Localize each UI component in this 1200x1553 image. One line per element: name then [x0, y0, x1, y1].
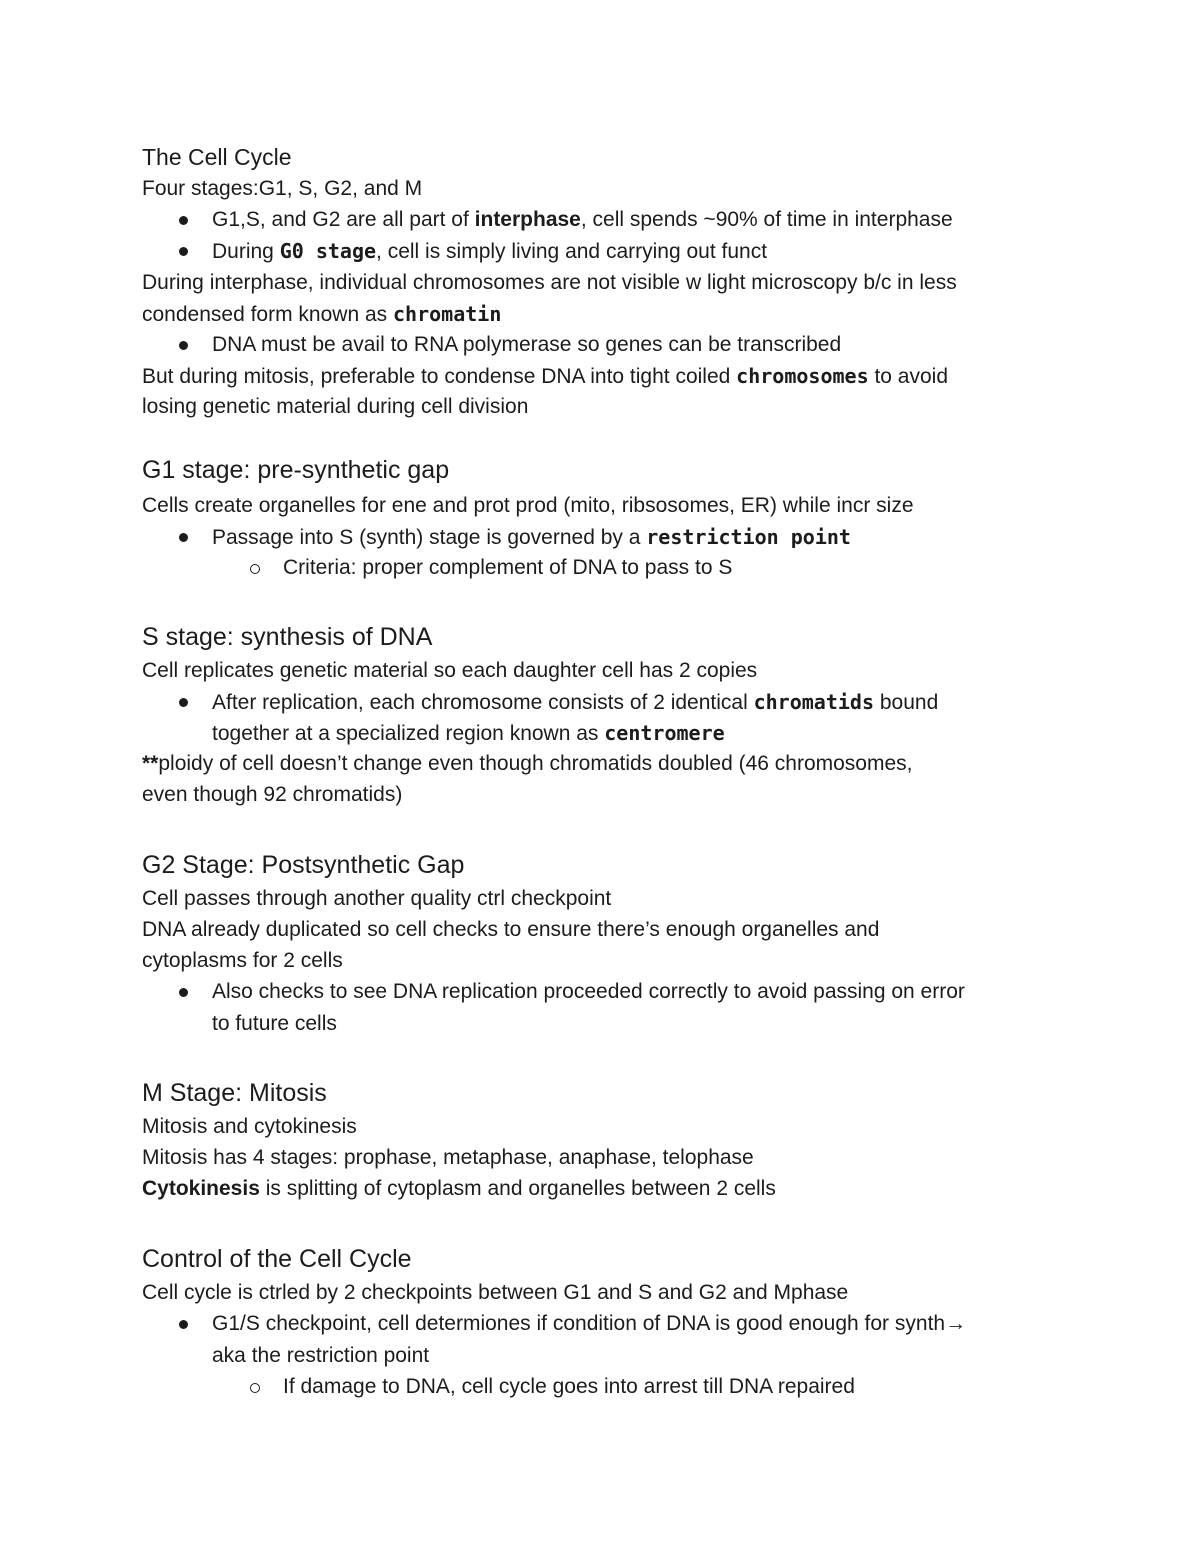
bullet-line: DNA must be avail to RNA polymerase so genes can be transcribed — [212, 333, 842, 356]
paragraph-line: Mitosis and cytokinesis — [142, 1115, 357, 1138]
bullet-line-continued: to future cells — [212, 1012, 337, 1035]
paragraph-line: Mitosis has 4 stages: prophase, metaphase, anaphase, telophase — [142, 1146, 754, 1169]
heading-control-cell-cycle: Control of the Cell Cycle — [142, 1245, 412, 1273]
paragraph-line: even though 92 chromatids) — [142, 783, 403, 806]
paragraph-line: Cells create organelles for ene and prot prod (mito, ribsosomes, ER) while incr size — [142, 494, 914, 517]
bullet-line: During G0 stage, cell is simply living and carrying out funct — [212, 239, 768, 263]
heading-s-stage: S stage: synthesis of DNA — [142, 623, 433, 651]
bullet-icon — [179, 216, 188, 225]
bullet-line: G1/S checkpoint, cell determiones if condition of DNA is good enough for synth→ — [212, 1312, 967, 1335]
heading-the-cell-cycle: The Cell Cycle — [142, 144, 292, 170]
sub-bullet-icon — [250, 564, 260, 574]
paragraph-line: But during mitosis, preferable to condense DNA into tight coiled chromosomes to avoid — [142, 364, 949, 388]
bullet-line: After replication, each chromosome consists of 2 identical chromatids bound — [212, 690, 939, 714]
paragraph-line: condensed form known as chromatin — [142, 302, 502, 326]
sub-bullet-line: If damage to DNA, cell cycle goes into arrest till DNA repaired — [283, 1375, 855, 1398]
bullet-icon — [179, 988, 188, 997]
paragraph-line: **ploidy of cell doesn’t change even though chromatids doubled (46 chromosomes, — [142, 752, 913, 775]
bullet-line: G1,S, and G2 are all part of interphase, cell spends ~90% of time in interphase — [212, 208, 953, 231]
bullet-line-continued: aka the restriction point — [212, 1344, 430, 1367]
bullet-icon — [179, 247, 188, 256]
paragraph-line: losing genetic material during cell division — [142, 395, 529, 418]
bullet-line: Also checks to see DNA replication proceeded correctly to avoid passing on error — [212, 980, 965, 1003]
bullet-icon — [179, 1320, 188, 1329]
sub-bullet-icon — [250, 1383, 260, 1393]
paragraph-line: Four stages:G1, S, G2, and M — [142, 177, 423, 200]
paragraph-line: Cytokinesis is splitting of cytoplasm and organelles between 2 cells — [142, 1177, 776, 1200]
paragraph-line: During interphase, individual chromosomes are not visible w light microscopy b/c in less — [142, 271, 957, 294]
bullet-icon — [179, 698, 188, 707]
bullet-line-continued: together at a specialized region known as centromere — [212, 721, 725, 745]
paragraph-line: cytoplasms for 2 cells — [142, 949, 343, 972]
heading-g2-stage: G2 Stage: Postsynthetic Gap — [142, 851, 465, 879]
bullet-line: Passage into S (synth) stage is governed by a restriction point — [212, 525, 851, 549]
bullet-icon — [179, 341, 188, 350]
paragraph-line: Cell passes through another quality ctrl checkpoint — [142, 887, 612, 910]
paragraph-line: Cell cycle is ctrled by 2 checkpoints between G1 and S and G2 and Mphase — [142, 1281, 849, 1304]
paragraph-line: DNA already duplicated so cell checks to ensure there’s enough organelles and — [142, 918, 880, 941]
paragraph-line: Cell replicates genetic material so each daughter cell has 2 copies — [142, 659, 758, 682]
heading-g1-stage: G1 stage: pre-synthetic gap — [142, 456, 450, 484]
sub-bullet-line: Criteria: proper complement of DNA to pass to S — [283, 556, 733, 579]
bullet-icon — [179, 533, 188, 542]
heading-m-stage: M Stage: Mitosis — [142, 1079, 327, 1107]
